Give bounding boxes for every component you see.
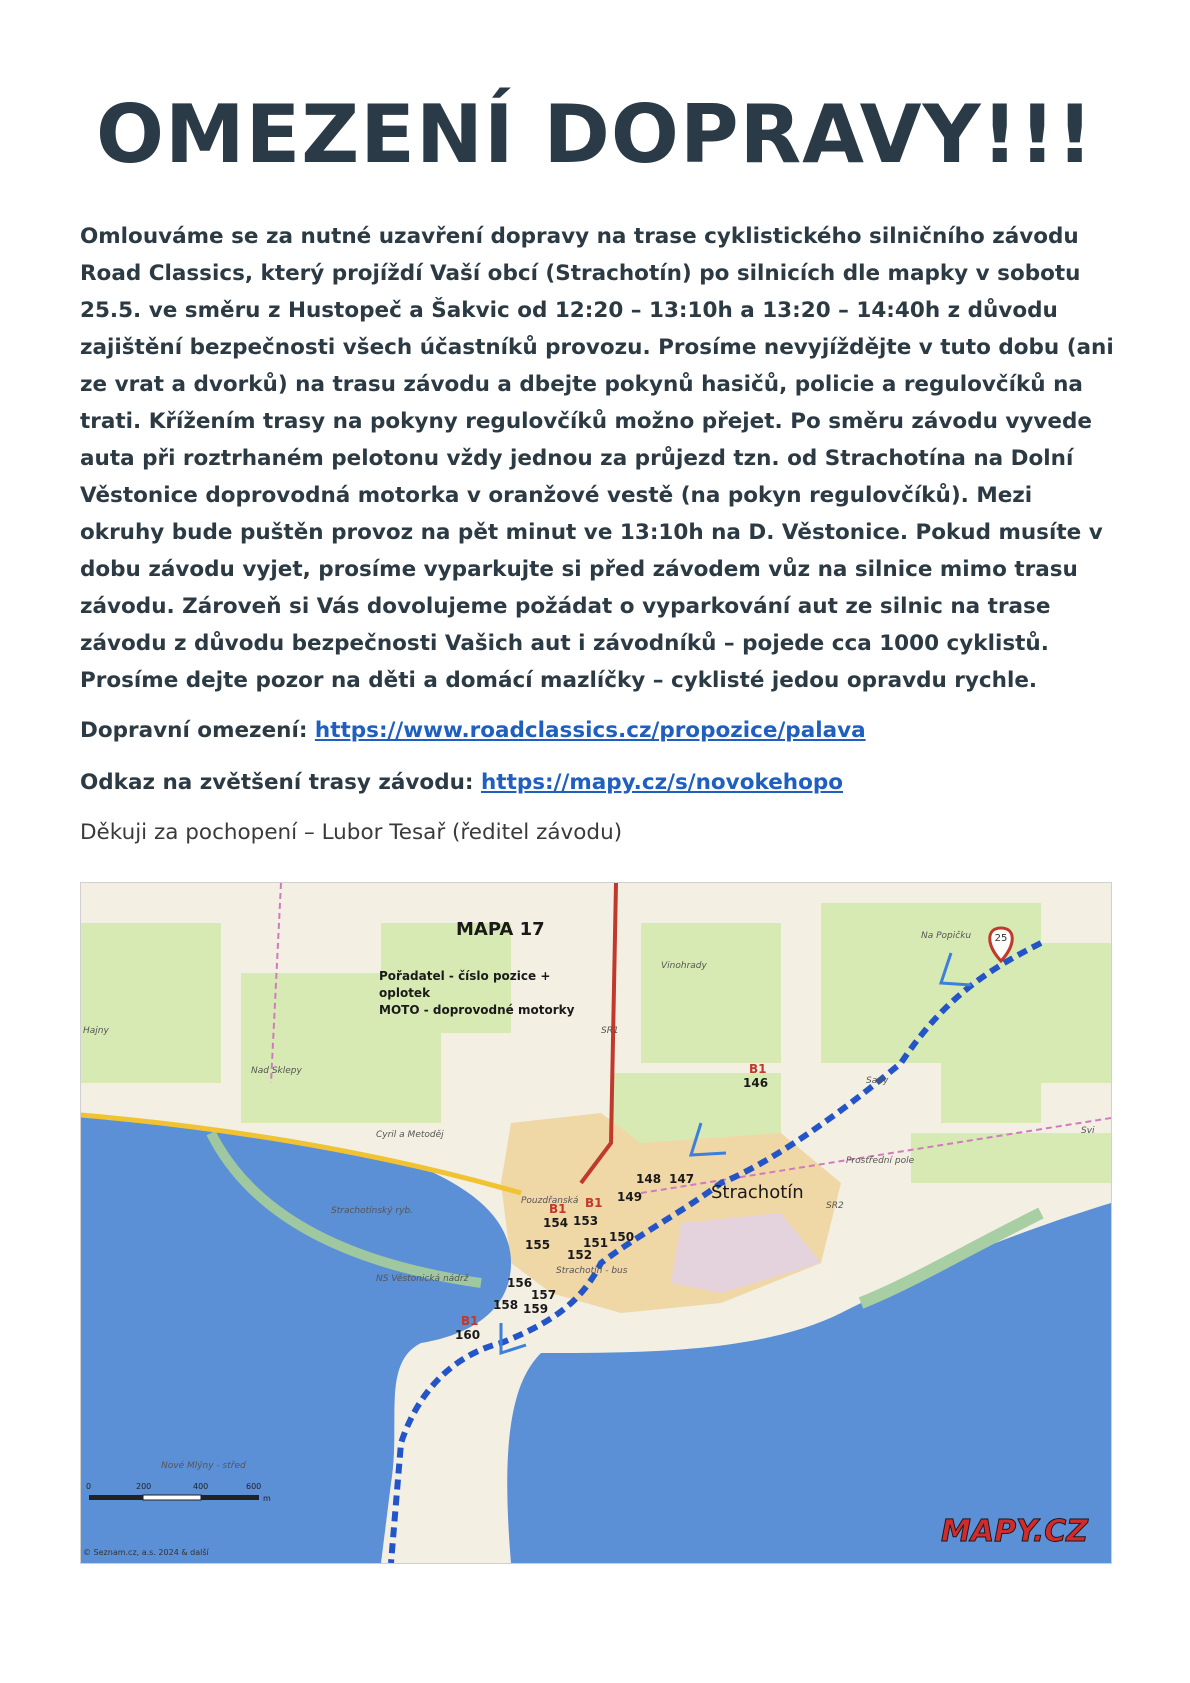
position-label: 146 [743, 1076, 769, 1090]
place-label: Strachotínský ryb. [331, 1206, 414, 1216]
position-label: 153 [573, 1214, 599, 1228]
position-label: 156 [507, 1276, 533, 1290]
place-label: Prostřední pole [846, 1156, 915, 1166]
place-label: Cyril a Metoděj [376, 1130, 444, 1140]
map-legend-line1: Pořadatel - číslo pozice + [379, 969, 551, 983]
position-label: 160 [455, 1328, 481, 1342]
route-map-link[interactable]: https://mapy.cz/s/novokehopo [480, 770, 844, 795]
town-name: Strachotín [711, 1182, 804, 1203]
route-map-line [80, 770, 843, 795]
traffic-restriction-link[interactable]: https://www.roadclassics.cz/propozice/palava [314, 718, 866, 743]
map-legend-line3: MOTO - doprovodné motorky [379, 1003, 575, 1017]
place-label: Na Popičku [921, 931, 972, 941]
scale-label: m [263, 1494, 271, 1503]
position-label: B1 [749, 1062, 767, 1076]
place-label: Strachotín - bus [556, 1266, 628, 1276]
position-label: 157 [531, 1288, 557, 1302]
marker-number: 25 [994, 933, 1008, 944]
place-label: Nové Mlýny - střed [161, 1461, 246, 1471]
map-heading: MAPA 17 [456, 919, 545, 940]
place-label: SR2 [826, 1201, 844, 1211]
page-title: OMEZENÍ DOPRAVY!!! [96, 88, 1094, 181]
place-label: Vinohrady [661, 961, 707, 971]
map-legend-line2: oplotek [379, 986, 431, 1000]
map-link-label: Odkaz na zvětšení trasy závodu: [80, 770, 481, 795]
scale-label: 0 [86, 1482, 92, 1491]
notice-paragraph: Omlouváme se za nutné uzavření dopravy na trase cyklistického silničního závodu Road Classics, který projíždí Vaší obcí (Strachotín) po silnicích dle mapky v sobotu 25.5. ve směru z Hustopeč a Šakvic od 12:20 – 13:10h a 13:20 – 14:40h z důvodu zajištění bezpečnosti všech účastníků provozu. Prosíme nevyjíždějte v tuto dobu (ani ze vrat a dvorků) na trasu závodu a dbejte pokynů hasičů, policie a regulovčíků na trati. Křížením trasy na pokyny regulovčíků možno přejet. Po směru závodu vyvede auta při roztrhaném pelotonu vždy jednou za průjezd tzn. od Strachotína na Dolní Věstonice doprovodná motorka v oranžové vestě (na pokyn regulovčíků). Mezi okruhy bude puštěn provoz na pět minut ve 13:10h na D. Věstonice. Pokud musíte v dobu závodu vyjet, prosíme vyparkujte si před závodem vůz na silnice mimo trasu závodu. Zároveň si Vás dovolujeme požádat o vyparkování aut ze silnic na trase závodu z důvodu bezpečnosti Vašich aut i závodníků – pojede cca 1000 cyklistů. Prosíme dejte pozor na děti a domácí mazlíčky – cyklisté jedou opravdu rychle. [80, 224, 1114, 693]
position-label: B1 [549, 1202, 567, 1216]
position-label: B1 [585, 1196, 603, 1210]
mapy-cz-logo: MAPY.CZ [941, 1514, 1088, 1549]
place-label: Hajny [83, 1026, 109, 1036]
position-label: 154 [543, 1216, 569, 1230]
traffic-link-label: Dopravní omezení: [80, 718, 315, 743]
position-label: 148 [636, 1172, 662, 1186]
position-label: 150 [609, 1230, 635, 1244]
position-label: 159 [523, 1302, 549, 1316]
scale-label: 600 [246, 1482, 262, 1491]
position-label: 158 [493, 1298, 519, 1312]
traffic-restriction-line [80, 718, 866, 743]
place-label: Sady [866, 1076, 889, 1086]
position-label: 151 [583, 1236, 609, 1250]
map-copyright: © Seznam.cz, a.s. 2024 & další [83, 1548, 209, 1557]
place-label: Svi [1081, 1126, 1095, 1136]
position-label: 147 [669, 1172, 695, 1186]
scale-label: 200 [136, 1482, 152, 1491]
place-label: Pouzdřanská [521, 1196, 579, 1206]
position-label: 152 [567, 1248, 593, 1262]
position-label: 155 [525, 1238, 551, 1252]
position-label: 149 [617, 1190, 643, 1204]
route-map-svg [81, 883, 1111, 1563]
place-label: NS Věstonická nádrž [376, 1274, 469, 1284]
place-label: SR1 [601, 1026, 619, 1036]
signature-line: Děkuji za pochopení – Lubor Tesař (ředitel závodu) [80, 820, 623, 845]
place-label: Nad Sklepy [251, 1066, 302, 1076]
scale-label: 400 [193, 1482, 209, 1491]
position-label: B1 [461, 1314, 479, 1328]
route-map [80, 882, 1112, 1564]
